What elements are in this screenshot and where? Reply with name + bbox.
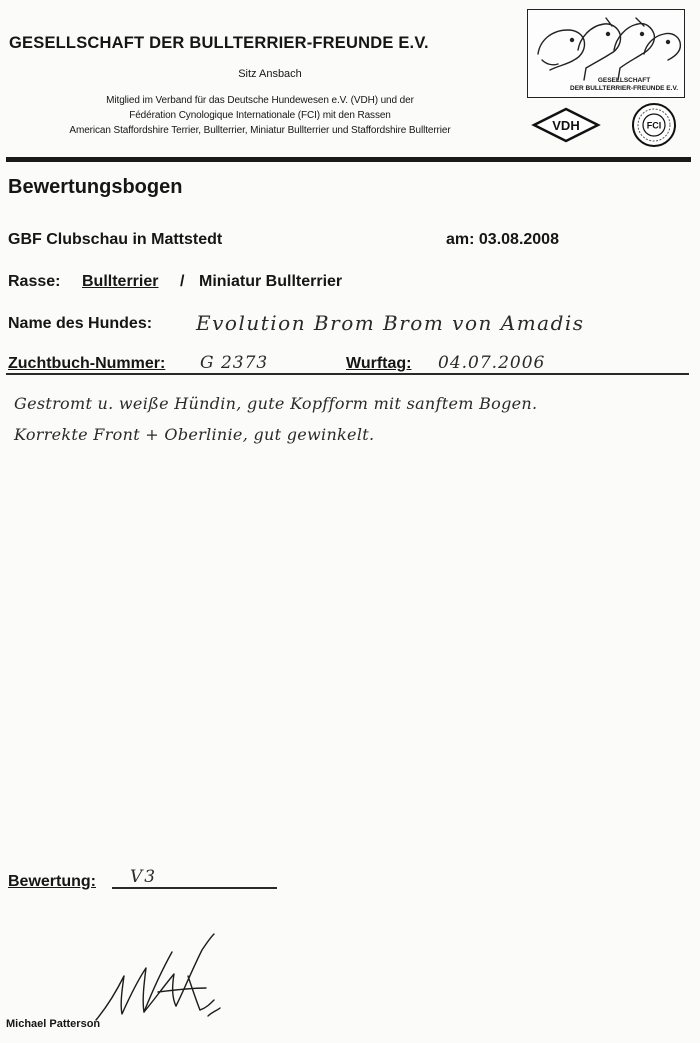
breed-label: Rasse: [8, 273, 61, 290]
fci-badge-icon [631, 102, 677, 148]
membership-statement [0, 93, 520, 138]
membership-line: Fédération Cynologique Internationale (FCI) mit den Rassen [129, 110, 391, 121]
dog-name-value: Evolution Brom Brom von Amadis [196, 311, 585, 335]
stud-book-label: Zuchtbuch-Nummer: [8, 355, 166, 372]
fci-badge-text: FCI [646, 120, 662, 131]
breed-option-bullterrier: Bullterrier [82, 273, 159, 290]
details-divider [6, 373, 689, 375]
rating-label: Bewertung: [8, 873, 96, 890]
club-logo [527, 9, 685, 98]
club-seat: Sitz Ansbach [238, 68, 302, 80]
show-name: GBF Clubschau in Mattstedt [8, 231, 223, 248]
membership-line: Mitglied im Verband für das Deutsche Hundewesen e.V. (VDH) und der [106, 95, 414, 106]
show-date: am: 03.08.2008 [446, 231, 559, 248]
dog-name-label: Name des Hundes: [8, 315, 153, 332]
club-name: GESELLSCHAFT DER BULLTERRIER-FREUNDE E.V. [9, 34, 429, 52]
header-divider [6, 157, 691, 162]
judge-comment-line: Gestromt u. weiße Hündin, gute Kopfform mit sanftem Bogen. [14, 394, 538, 413]
litter-date-value: 04.07.2006 [438, 353, 546, 373]
judge-name: Michael Patterson [6, 1018, 101, 1030]
rating-underline [112, 887, 277, 889]
breed-separator: / [180, 273, 185, 290]
logo-caption: GESELLSCHAFT DER BULLTERRIER-FREUNDE E.V. [570, 77, 678, 92]
judge-comment-line: Korrekte Front + Oberlinie, gut gewinkelt. [14, 425, 375, 444]
membership-line: American Staffordshire Terrier, Bullterrier, Miniatur Bullterrier und Staffordshire Bullterrier [69, 125, 451, 136]
judge-signature [92, 930, 222, 1026]
litter-date-label: Wurftag: [346, 355, 412, 372]
rating-value: V3 [130, 867, 158, 887]
stud-book-value: G 2373 [200, 353, 269, 373]
vdh-badge-icon [530, 106, 602, 144]
breed-option-miniature: Miniatur Bullterrier [199, 273, 343, 290]
form-title: Bewertungsbogen [8, 176, 183, 198]
vdh-badge-text: VDH [552, 118, 580, 133]
